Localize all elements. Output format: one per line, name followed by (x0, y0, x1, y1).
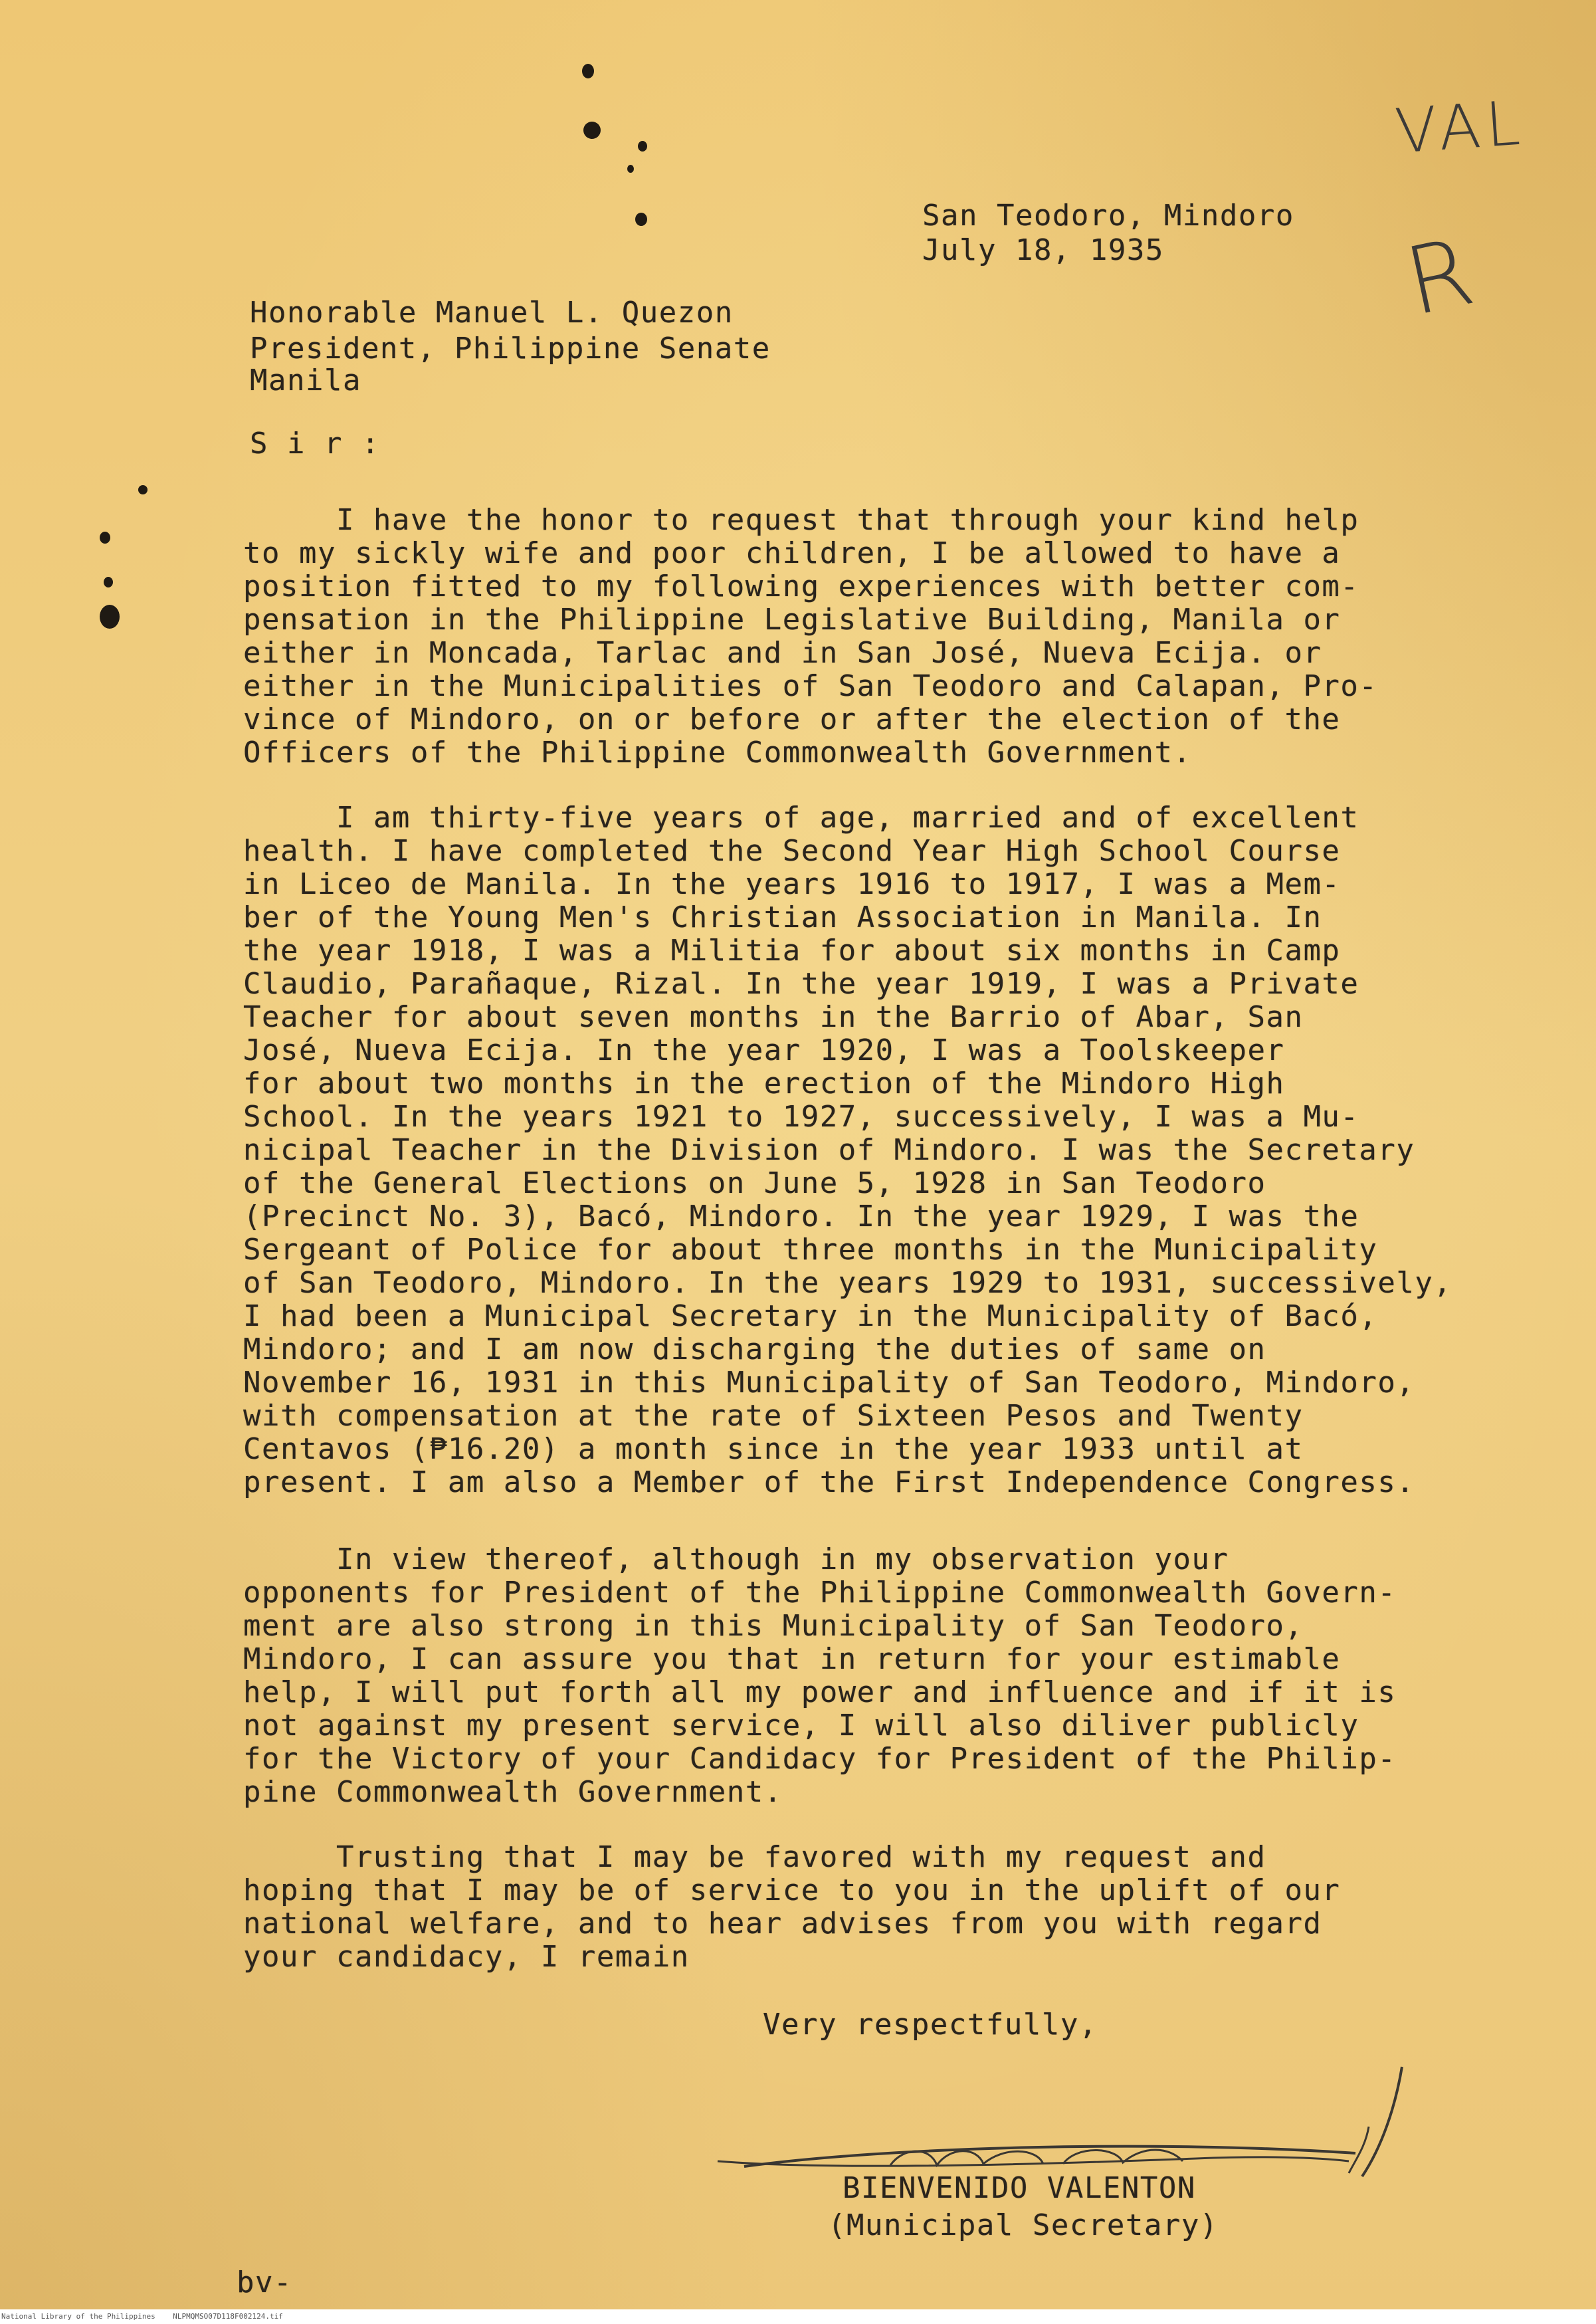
typist-initials: bv- (237, 2266, 292, 2299)
body-line: the year 1918, I was a Militia for about six months in Camp (243, 934, 1341, 968)
body-line: Mindoro; and I am now discharging the duties of same on (243, 1332, 1266, 1366)
body-line: opponents for President of the Philippine Commonwealth Govern- (243, 1576, 1397, 1610)
body-line: of the General Elections on June 5, 1928 in San Teodoro (243, 1166, 1266, 1200)
body-line: for about two months in the erection of the Mindoro High (243, 1067, 1285, 1101)
body-line: Mindoro, I can assure you that in return for your estimable (243, 1642, 1341, 1676)
ink-spot (635, 213, 647, 226)
body-line: either in the Municipalities of San Teodoro and Calapan, Pro- (243, 669, 1378, 703)
ink-spot (100, 532, 110, 544)
body-line: ment are also strong in this Municipality of San Teodoro, (243, 1609, 1304, 1643)
body-line: November 16, 1931 in this Municipality of San Teodoro, Mindoro, (243, 1366, 1415, 1400)
addressee-name: Honorable Manuel L. Quezon (250, 296, 734, 330)
body-line: of San Teodoro, Mindoro. In the years 1929 to 1931, successively, (243, 1266, 1452, 1300)
salutation: S i r : (250, 427, 380, 461)
body-line: in Liceo de Manila. In the years 1916 to 1917, I was a Mem- (243, 867, 1341, 901)
body-line: present. I am also a Member of the First Independence Congress. (243, 1465, 1415, 1499)
ink-spot (582, 64, 594, 78)
body-line: your candidacy, I remain (243, 1940, 690, 1974)
body-line: I am thirty-five years of age, married and of excellent (243, 801, 1359, 835)
closing: Very respectfully, (763, 2008, 1098, 2042)
body-line: pine Commonwealth Government. (243, 1775, 783, 1809)
body-line: School. In the years 1921 to 1927, successively, I was a Mu- (243, 1100, 1359, 1134)
body-line: Officers of the Philippine Commonwealth Government. (243, 736, 1192, 770)
ink-spot (100, 605, 120, 629)
body-line: Teacher for about seven months in the Barrio of Abar, San (243, 1000, 1304, 1034)
body-line: vince of Mindoro, on or before or after the election of the (243, 702, 1341, 736)
signature-scribble (691, 2047, 1462, 2180)
body-line: for the Victory of your Candidacy for President of the Philip- (243, 1742, 1397, 1776)
body-line: José, Nueva Ecija. In the year 1920, I was a Toolskeeper (243, 1033, 1285, 1067)
body-paragraph-4 (243, 1841, 1340, 1974)
body-line: (Precinct No. 3), Bacó, Mindoro. In the year 1929, I was the (243, 1200, 1359, 1233)
body-line: national welfare, and to hear advises from you with regard (243, 1907, 1322, 1941)
body-line: hoping that I may be of service to you in the uplift of our (243, 1873, 1341, 1907)
ink-spot (104, 577, 113, 587)
body-line: not against my present service, I will also diliver publicly (243, 1709, 1359, 1743)
body-line: with compensation at the rate of Sixteen Pesos and Twenty (243, 1399, 1304, 1433)
body-paragraph-3 (243, 1543, 1396, 1809)
letter-date: July 18, 1935 (922, 233, 1164, 267)
body-line: to my sickly wife and poor children, I be allowed to have a (243, 536, 1341, 570)
handwritten-mark: R (1397, 217, 1483, 338)
body-line: Centavos (₱16.20) a month since in the year 1933 until at (243, 1432, 1304, 1466)
body-line: I have the honor to request that through your kind help (243, 503, 1359, 537)
letter-place: San Teodoro, Mindoro (922, 199, 1294, 233)
signatory-name: BIENVENIDO VALENTON (843, 2171, 1196, 2205)
addressee-city: Manila (250, 364, 361, 397)
body-line: position fitted to my following experiences with better com- (243, 570, 1359, 603)
ink-spot (638, 141, 647, 152)
body-line: either in Moncada, Tarlac and in San José, Nueva Ecija. or (243, 636, 1322, 670)
body-line: I had been a Municipal Secretary in the Municipality of Bacó, (243, 1299, 1378, 1333)
body-line: In view thereof, although in my observation your (243, 1542, 1229, 1576)
body-line: Claudio, Parañaque, Rizal. In the year 1919, I was a Private (243, 967, 1359, 1001)
ink-spot (583, 122, 601, 139)
ink-spot (627, 165, 634, 173)
handwritten-code: VAL (1393, 87, 1528, 167)
body-line: nicipal Teacher in the Division of Mindoro. I was the Secretary (243, 1133, 1415, 1167)
body-line: pensation in the Philippine Legislative Building, Manila or (243, 603, 1341, 637)
body-line: Trusting that I may be favored with my request and (243, 1840, 1266, 1874)
body-line: help, I will put forth all my power and influence and if it is (243, 1675, 1397, 1709)
ink-spot (138, 485, 148, 494)
body-line: health. I have completed the Second Year High School Course (243, 834, 1341, 868)
body-line: Sergeant of Police for about three months in the Municipality (243, 1233, 1378, 1267)
body-paragraph-2 (243, 801, 1452, 1499)
body-line: ber of the Young Men's Christian Association in Manila. In (243, 900, 1322, 934)
scan-caption: National Library of the Philippines NLPMQMSO07D118F002124.tif (0, 2309, 1596, 2324)
body-paragraph-1 (243, 504, 1377, 770)
signatory-title: (Municipal Secretary) (828, 2208, 1219, 2242)
addressee-title: President, Philippine Senate (250, 332, 771, 366)
